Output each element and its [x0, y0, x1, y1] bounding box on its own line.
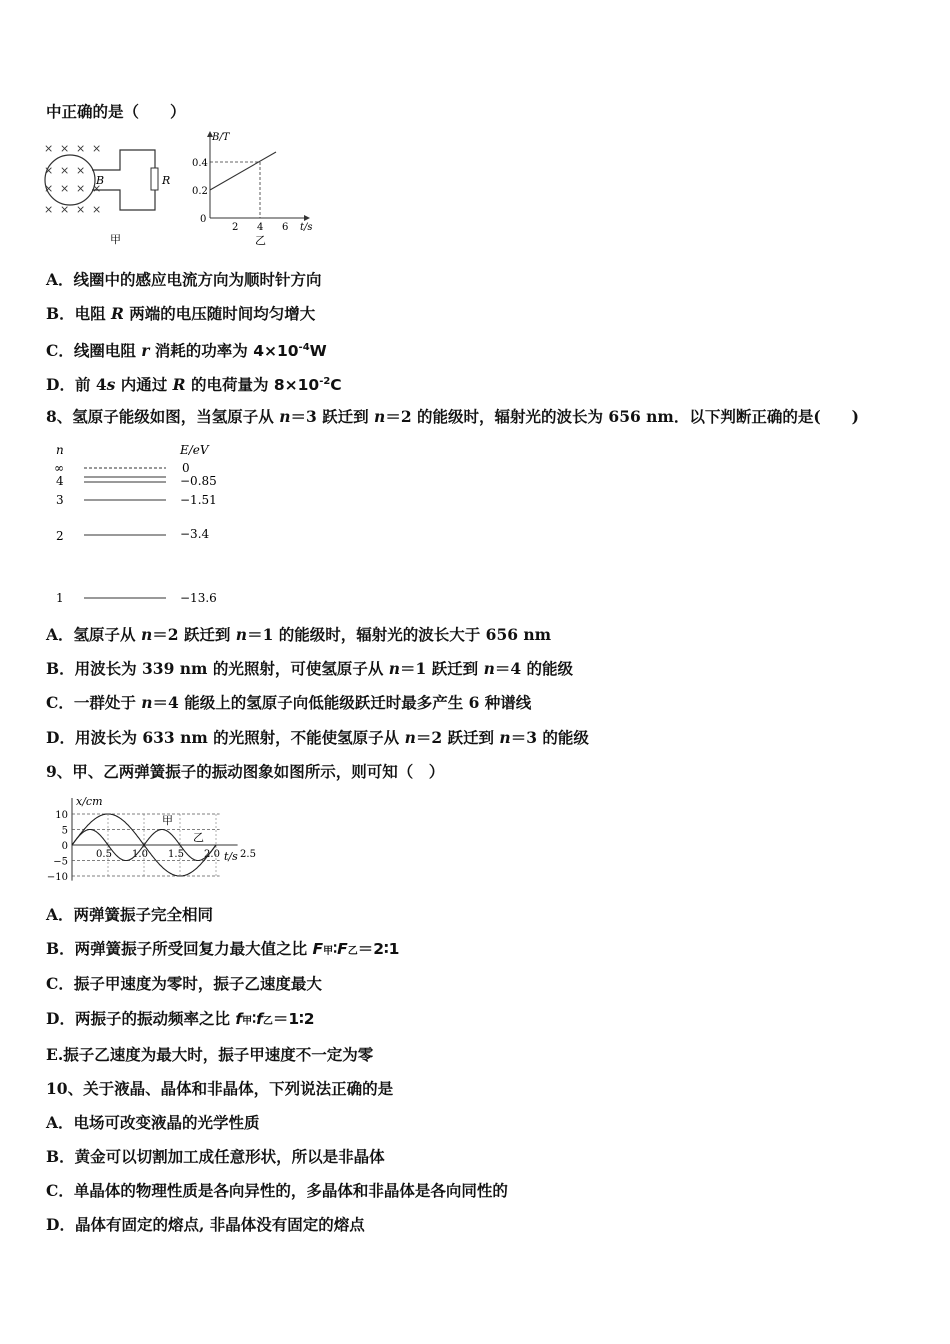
q10-option-c[interactable]: C．单晶体的物理性质是各向异性的，多晶体和非晶体是各向同性的 [46, 1181, 508, 1200]
e-label: E/eV [180, 443, 209, 457]
cross-mark: × [44, 142, 54, 155]
y-axis-label: B/T [212, 132, 230, 143]
level-n: 1 [56, 591, 64, 605]
level-n: 2 [56, 529, 64, 543]
level-e: −3.4 [180, 527, 210, 541]
y-axis-label: x/cm [76, 795, 103, 808]
x-tick-label: 2.0 [204, 849, 220, 860]
level-n: 3 [56, 493, 64, 507]
q8-stem: 8、氢原子能级如图，当氢原子从 n＝3 跃迁到 n＝2 的能级时，辐射光的波长为 656 nm．以下判断正确的是( ) [46, 407, 859, 426]
cross-mark: × [60, 203, 70, 216]
q7-option-c[interactable]: C．线圈电阻 r 消耗的功率为 $4\times 10^{-4}W$ [46, 341, 327, 361]
b-t-line [210, 152, 276, 190]
y-tick-label: 0 [61, 841, 68, 852]
y-tick-label: 10 [55, 810, 68, 821]
resistor [151, 168, 158, 190]
cross-mark: × [76, 164, 86, 177]
q9-option-e[interactable]: E.振子乙速度为最大时，振子甲速度不一定为零 [46, 1045, 374, 1064]
q8-option-a[interactable]: A．氢原子从 n＝2 跃迁到 n＝1 的能级时，辐射光的波长大于 656 nm [46, 625, 552, 644]
q9-option-c[interactable]: C．振子甲速度为零时，振子乙速度最大 [46, 974, 322, 993]
level-e: −13.6 [180, 591, 217, 605]
series-label-jia: 甲 [162, 814, 173, 827]
q8-option-b[interactable]: B．用波长为 339 nm 的光照射，可使氢原子从 n＝1 跃迁到 n＝4 的能级 [46, 659, 574, 678]
q9-vibration-chart [40, 790, 256, 890]
q7-stem: 中正确的是（ ） [46, 102, 186, 121]
cross-mark: × [92, 203, 102, 216]
cross-mark: × [60, 142, 70, 155]
q7-option-a[interactable]: A．线圈中的感应电流方向为顺时针方向 [46, 270, 322, 289]
x-tick-label: 1.0 [132, 849, 148, 860]
x-tick: 6 [282, 222, 289, 233]
x-tick: 2 [232, 222, 239, 233]
cross-mark: × [60, 182, 70, 195]
level-n: ∞ [54, 461, 64, 475]
q7-figure-yi [190, 128, 320, 248]
caption-jia: 甲 [110, 233, 121, 246]
cross-mark: × [76, 203, 86, 216]
q10-option-b[interactable]: B．黄金可以切割加工成任意形状，所以是非晶体 [46, 1147, 385, 1166]
coil-circle [45, 155, 95, 205]
y-tick: 0.4 [192, 158, 208, 169]
series-label-yi: 乙 [193, 831, 204, 844]
y-tick: 0 [200, 214, 207, 225]
cross-mark: × [76, 182, 86, 195]
cross-mark: × [44, 203, 54, 216]
n-label: n [56, 443, 64, 457]
cross-mark: × [76, 142, 86, 155]
q8-option-d[interactable]: D．用波长为 633 nm 的光照射，不能使氢原子从 n＝2 跃迁到 n＝3 的能级 [46, 728, 589, 747]
y-tick-label: 5 [61, 825, 68, 837]
cross-mark: × [44, 182, 54, 195]
x-axis-label: t/s [224, 850, 238, 863]
x-axis-label: t/s [300, 222, 313, 233]
y-tick: 0.2 [192, 186, 208, 197]
q7-figure-jia [40, 140, 180, 250]
q9-option-b[interactable]: B．两弹簧振子所受回复力最大值之比 F甲∶F乙＝2∶1 [46, 939, 400, 958]
q7-option-d[interactable]: D．前 4s 内通过 R 的电荷量为 $8\times 10^{-2}C$ [46, 375, 342, 395]
level-n: 4 [56, 474, 64, 488]
cross-mark: × [60, 164, 70, 177]
q10-option-a[interactable]: A．电场可改变液晶的光学性质 [46, 1113, 260, 1132]
caption-yi: 乙 [255, 234, 266, 247]
q9-stem: 9、甲、乙两弹簧振子的振动图象如图所示，则可知（ ） [46, 762, 445, 781]
level-e: 0 [182, 461, 190, 475]
cross-mark: × [92, 142, 102, 155]
level-e: −0.85 [180, 474, 217, 488]
q9-option-d[interactable]: D．两振子的振动频率之比 f甲∶f乙＝1∶2 [46, 1009, 315, 1028]
q8-energy-level-diagram [50, 440, 250, 610]
x-tick-label: 1.5 [168, 849, 184, 860]
q7-option-b[interactable]: B．电阻 R 两端的电压随时间均匀增大 [46, 304, 316, 323]
cross-mark: × [92, 182, 102, 195]
x-tick: 4 [257, 222, 264, 233]
cross-mark: × [44, 164, 54, 177]
y-tick-label: −10 [46, 872, 68, 883]
y-tick-label: −5 [53, 856, 68, 868]
b-label: B [96, 174, 105, 187]
r-label: R [162, 174, 171, 187]
q9-option-a[interactable]: A．两弹簧振子完全相同 [46, 905, 214, 924]
q8-option-c[interactable]: C．一群处于 n＝4 能级上的氢原子向低能级跃迁时最多产生 6 种谱线 [46, 693, 532, 712]
level-e: −1.51 [180, 493, 217, 507]
q10-option-d[interactable]: D．晶体有固定的熔点, 非晶体没有固定的熔点 [46, 1215, 365, 1234]
q10-stem: 10、关于液晶、晶体和非晶体，下列说法正确的是 [46, 1079, 394, 1098]
x-tick-label: 0.5 [96, 849, 112, 860]
x-tick-label: 2.5 [240, 849, 256, 860]
